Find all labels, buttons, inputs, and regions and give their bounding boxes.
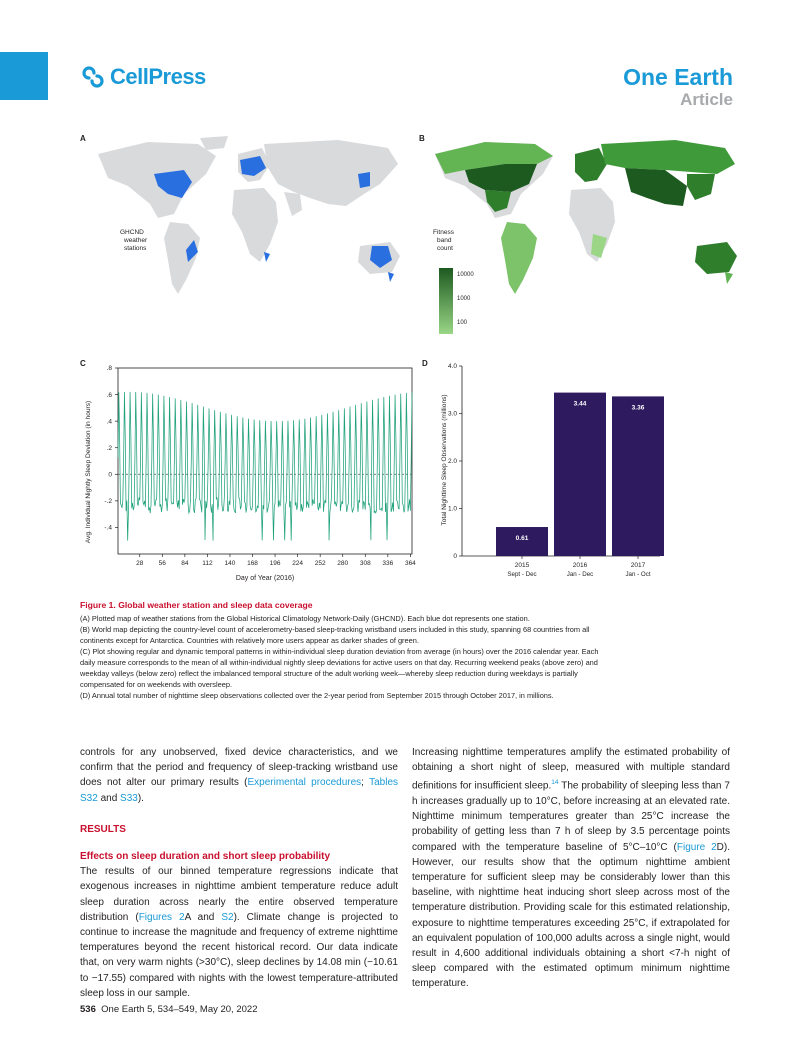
bars: [496, 393, 664, 578]
tables-s32-link[interactable]: Tables S32: [80, 777, 398, 804]
subcategory-label: Jan - Dec: [566, 571, 594, 578]
x-tick-label: 112: [202, 560, 213, 567]
bar-data-label: 0.61: [515, 535, 529, 543]
legend-tick-100: 100: [457, 320, 468, 326]
legend-b: [433, 229, 455, 334]
y-axis-label: Avg. Individual Nightly Sleep Deviation (in hours): [85, 400, 92, 544]
svg-text:Fitness: Fitness: [433, 229, 454, 236]
y-tick-label: .8: [106, 365, 112, 373]
publisher-name: CellPress: [110, 64, 206, 89]
panel-label-c: C: [80, 359, 86, 368]
panel-label-d: D: [422, 359, 428, 368]
bar-2016: [554, 393, 606, 556]
caption-c2: daily measure corresponds to the mean of all within-individual nightly sleep deviations for active users on that day. Recurring weekend peaks (above zero) and: [80, 658, 598, 667]
x-tick-label: 196: [269, 560, 281, 567]
x-tick-label: 336: [382, 560, 394, 567]
page-footer: [80, 1004, 257, 1015]
legend-tick-1000: 1000: [457, 296, 471, 302]
subsection-heading: Effects on sleep duration and short sleep probability: [80, 851, 331, 863]
cellpress-logo[interactable]: [80, 62, 206, 92]
svg-text:GHCND: GHCND: [120, 229, 144, 236]
x-tick-label: 252: [314, 560, 326, 567]
y-tick-label: .6: [106, 391, 112, 399]
journal-name[interactable]: One Earth: [623, 64, 733, 90]
subcategory-label: Sept - Dec: [507, 571, 537, 578]
bar-data-label: 3.36: [631, 404, 645, 412]
figure-title: Figure 1. Global weather station and sleep data coverage: [80, 600, 313, 610]
svg-text:band: band: [437, 237, 452, 244]
svg-text:count: count: [437, 245, 453, 252]
figure-caption: [80, 600, 735, 701]
citation: One Earth 5, 534–549, May 20, 2022: [101, 1004, 258, 1015]
y-tick-label-d: 0: [453, 553, 457, 561]
category-label: 2017: [630, 562, 646, 569]
bar-data-label: 3.44: [573, 400, 587, 408]
y-tick-label: 0: [108, 471, 112, 479]
x-axis-label: Day of Year (2016): [235, 575, 295, 582]
figure-2-link[interactable]: Figure 2: [676, 841, 717, 853]
paragraph: Increasing nighttime temperatures amplify the estimated probability of obtaining a short night of sleep, measured with multiple standard definitions for insufficient sleep.$^{14}$ The probability of sleeping less than 7 h increases gradually up to 10°C, before increasing at an elevated rate. Nighttime minimum temperatures greater than 25°C increase the probability of getting less than 7 h of sleep by 3.5 percentage points compared with the temperature baseline of 5°C–10°C (Figure 2D). However, our results show that the optimum nighttime ambient temperature for sufficient sleep may be considerably lower than this baseline, with nighttime heat inducing short sleep across most of the temperature distribution. Providing scale for this estimated relationship, exposure to nighttime temperatures exceeding 25°C, if extrapolated for an equivalent population of 100,000 adults across a single night, would result in 4,600 additional individuals obtaining a short <7-h night of sleep compared with the estimated optimum minimum nighttime temperature.: [412, 747, 731, 990]
caption-d: (D) Annual total number of nighttime sleep observations collected over the 2-year period from September 2015 through October 2017, in millions.: [80, 691, 554, 700]
legend-a: [120, 229, 148, 252]
y-tick-label: .2: [106, 444, 112, 452]
panel-label-b: B: [419, 134, 425, 143]
y-axis-ticks-d: [448, 363, 462, 560]
article-type: Article: [680, 90, 733, 109]
subcategory-label: Jan - Oct: [625, 571, 651, 578]
svg-text:stations: stations: [124, 245, 147, 252]
x-tick-label: 280: [337, 560, 349, 567]
panel-label-a: A: [80, 134, 86, 143]
x-tick-label: 84: [181, 560, 189, 567]
x-tick-label: 168: [247, 560, 258, 567]
y-axis-ticks: [104, 365, 118, 531]
y-tick-label-d: 4.0: [447, 363, 457, 371]
x-tick-label: 308: [359, 560, 371, 567]
s2-link[interactable]: S2: [221, 911, 234, 923]
y-tick-label-d: 3.0: [447, 410, 457, 418]
bar-2017: [612, 396, 664, 556]
y-tick-label: -.4: [104, 524, 112, 532]
caption-a: (A) Plotted map of weather stations from the Global Historical Climatology Network-Daily (GHCND). Each blue dot represents one station.: [80, 614, 530, 623]
journal-color-tab: [0, 52, 48, 100]
sleep-deviation-line-chart: [80, 360, 420, 586]
experimental-procedures-link[interactable]: Experimental procedures: [247, 777, 362, 789]
caption-c3: weekday valleys (below zero) reflect the imbalanced temporal structure of the adult working week—whereby sleep reduction during weekdays is partially: [80, 669, 578, 678]
paragraph: controls for any unobserved, fixed device characteristics, and we confirm that the period and frequency of sleep-tracking wristband use does not alter our primary results (Experimental procedures; Tables S32 and S33).: [80, 747, 398, 804]
sleep-deviation-series: [118, 392, 412, 541]
paragraph: The results of our binned temperature regressions indicate that exogenous increases in nighttime ambient temperature reduce adult sleep duration across nearly the entire observed temperature distribution (Figures 2A and S2). Climate change is projected to continue to increase the magnitude and frequency of extreme nighttime temperatures beyond the recent historical record. Our data indicate that, on very warm nights (>30°C), sleep declines by 14.08 min (−10.61 to −17.55) compared with nights with the lowest temperature-attributed sleep loss in our sample.: [80, 866, 399, 999]
y-axis-label-d: Total Nighttime Sleep Observations (millions): [441, 394, 448, 526]
x-tick-label: 224: [292, 560, 304, 567]
figures-2-link[interactable]: Figures 2: [138, 911, 185, 923]
x-axis-ticks: [136, 554, 416, 567]
right-column: [412, 745, 730, 992]
cellpress-link-icon: [80, 64, 106, 90]
y-tick-label: .4: [106, 418, 112, 426]
caption-b2: continents except for Antarctica. Countries with relatively more users appear as darker shades of green.: [80, 636, 419, 645]
caption-c1: (C) Plot showing regular and dynamic temporal patterns in within-individual sleep duration deviation from average (in hours) over the 2016 calendar year. Each: [80, 647, 599, 656]
y-tick-label-d: 2.0: [447, 458, 457, 466]
fitness-band-map: [425, 134, 743, 334]
x-tick-label: 56: [158, 560, 166, 567]
sleep-observations-bar-chart: [430, 360, 670, 586]
s33-link[interactable]: S33: [120, 792, 138, 804]
section-heading-results: RESULTS: [80, 823, 126, 835]
x-tick-label: 28: [136, 560, 144, 567]
page-number: 536: [80, 1004, 96, 1015]
x-tick-label: 364: [404, 560, 416, 567]
left-column: [80, 745, 398, 1001]
category-label: 2016: [572, 562, 588, 569]
svg-text:weather: weather: [124, 237, 148, 244]
caption-c4: compensated for on weekends with oversleep.: [80, 680, 233, 689]
y-tick-label: -.2: [104, 498, 112, 506]
reference-14-link[interactable]: 14: [551, 779, 559, 787]
legend-tick-10000: 10000: [457, 272, 474, 278]
caption-b1: (B) World map depicting the country-level count of accelerometry-based sleep-tracking wristband users included in this study, spanning 68 countries from all: [80, 625, 590, 634]
x-tick-label: 140: [224, 560, 236, 567]
y-tick-label-d: 1.0: [447, 505, 457, 513]
weather-station-map: [88, 134, 408, 334]
category-label: 2015: [514, 562, 530, 569]
